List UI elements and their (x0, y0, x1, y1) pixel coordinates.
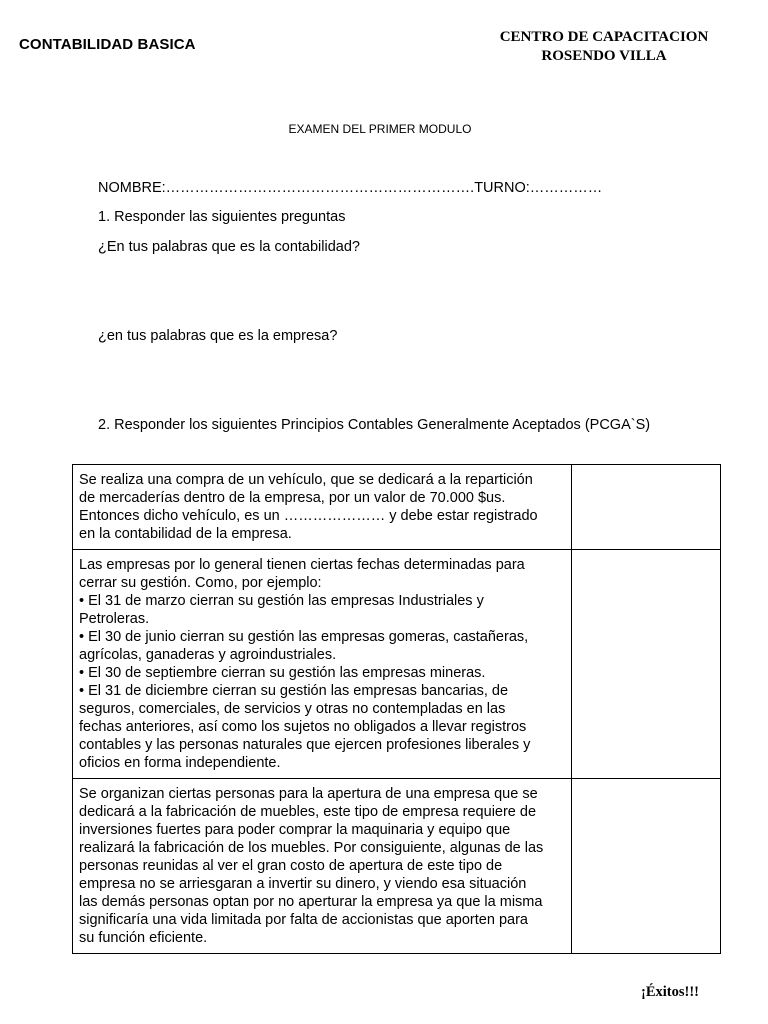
text-line: agrícolas, ganaderas y agroindustriales. (79, 647, 337, 663)
text-line: Las empresas por lo general tienen ciertas fechas determinadas para (79, 557, 525, 573)
text-line: seguros, comerciales, de servicios y otras no contempladas en las (79, 701, 506, 717)
question-1: ¿En tus palabras que es la contabilidad? (98, 239, 360, 255)
table-row (73, 465, 721, 550)
exam-title: EXAMEN DEL PRIMER MODULO (288, 122, 472, 136)
text-line: de mercaderías dentro de la empresa, por un valor de 70.000 $us. (79, 490, 506, 506)
section-2-instruction: 2. Responder los siguientes Principios Contables Generalmente Aceptados (PCGA`S) (98, 417, 651, 433)
text-line: las demás personas optan por no aperturar la empresa ya que la misma (79, 894, 543, 910)
table-row (73, 779, 721, 954)
text-line: • El 30 de junio cierran su gestión las empresas gomeras, castañeras, (79, 629, 529, 645)
text-line: dedicará a la fabricación de muebles, este tipo de empresa requiere de (79, 804, 537, 820)
institution-name (490, 28, 718, 66)
text-line: Se realiza una compra de un vehículo, que se dedicará a la repartición (79, 472, 533, 488)
case-1-text (73, 465, 572, 550)
text-line: contables y las personas naturales que ejercen profesiones liberales y (79, 737, 531, 753)
text-line: oficios en forma independiente. (79, 755, 281, 771)
text-line: • El 31 de marzo cierran su gestión las empresas Industriales y (79, 593, 484, 609)
text-line: cerrar su gestión. Como, por ejemplo: (79, 575, 322, 591)
case-2-text (73, 550, 572, 779)
section-1-instruction: 1. Responder las siguientes preguntas (98, 209, 346, 225)
course-title: CONTABILIDAD BASICA (19, 36, 196, 53)
principles-table (72, 464, 721, 954)
institution-line-2: ROSENDO VILLA (541, 48, 667, 64)
text-line: inversiones fuertes para poder comprar la maquinaria y equipo que (79, 822, 511, 838)
text-line: Entonces dicho vehículo, es un ………………… y debe estar registrado (79, 508, 538, 524)
text-line: realizará la fabricación de los muebles. Por consiguiente, algunas de las (79, 840, 544, 856)
text-line: personas reunidas al ver el gran costo de apertura de este tipo de (79, 858, 503, 874)
closing-message: ¡Éxitos!!! (641, 984, 699, 1000)
text-line: en la contabilidad de la empresa. (79, 526, 292, 542)
table-row (73, 550, 721, 779)
case-3-answer-cell[interactable] (571, 779, 720, 954)
text-line: su función eficiente. (79, 930, 208, 946)
question-2: ¿en tus palabras que es la empresa? (98, 328, 338, 344)
text-line: • El 30 de septiembre cierran su gestión las empresas mineras. (79, 665, 486, 681)
text-line: empresa no se arriesgaran a invertir su dinero, y viendo esa situación (79, 876, 527, 892)
text-line: • El 31 de diciembre cierran su gestión las empresas bancarias, de (79, 683, 509, 699)
institution-line-1: CENTRO DE CAPACITACION (499, 29, 709, 45)
case-2-answer-cell[interactable] (571, 550, 720, 779)
case-3-text (73, 779, 572, 954)
case-1-answer-cell[interactable] (571, 465, 720, 550)
name-shift-field: NOMBRE:……………………………………………………….TURNO:…………… (98, 180, 603, 196)
text-line: significaría una vida limitada por falta de accionistas que aporten para (79, 912, 528, 928)
text-line: fechas anteriores, así como los sujetos no obligados a llevar registros (79, 719, 527, 735)
text-line: Petroleras. (79, 611, 150, 627)
text-line: Se organizan ciertas personas para la apertura de una empresa que se (79, 786, 538, 802)
